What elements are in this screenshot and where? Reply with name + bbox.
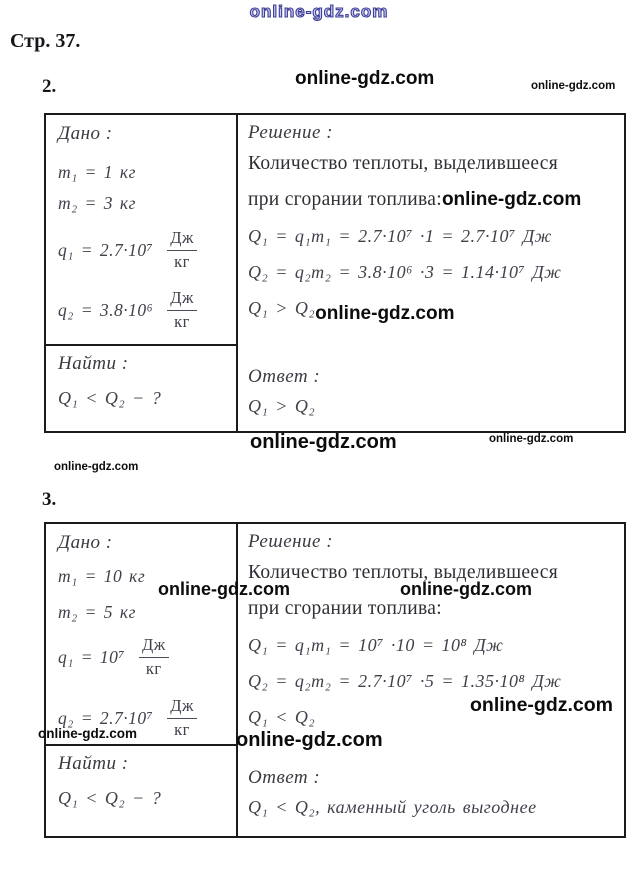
watermark-below-table1-right: online-gdz.com	[489, 433, 574, 445]
given-row	[58, 633, 228, 681]
solution-formula: Q₁ = q₁m₁ = 2.7·10⁷ ·1 = 2.7·10⁷ Дж	[248, 226, 552, 246]
answer-label: Ответ :	[248, 366, 321, 387]
given-row: m₂ = 3 кг	[58, 193, 136, 213]
fraction-denominator: кг	[145, 658, 162, 678]
given-row	[58, 286, 228, 334]
solution-text: Количество теплоты, выделившееся	[248, 153, 559, 174]
given-find-column	[46, 524, 238, 836]
watermark-table2-bottom-left: online-gdz.com	[38, 726, 137, 741]
watermark-header-right: online-gdz.com	[531, 80, 616, 92]
given-formula: q₁ = 2.7·10⁷	[58, 240, 154, 260]
problem-3-table	[44, 522, 626, 838]
given-label: Дано :	[58, 532, 113, 553]
fraction	[167, 288, 197, 332]
problem-number-3: 3.	[42, 489, 57, 510]
watermark-top-outline: online-gdz.com	[249, 2, 389, 21]
given-cell	[46, 524, 236, 746]
given-formula: q₂ = 3.8·10⁶	[58, 300, 154, 320]
answer-formula: Q₁ > Q₂	[248, 396, 316, 416]
find-label: Найти :	[58, 753, 129, 774]
watermark-header-center: online-gdz.com	[295, 68, 435, 89]
fraction	[167, 696, 197, 740]
solution-formula: Q₁ < Q₂	[248, 707, 316, 727]
solution-label: Решение :	[248, 531, 334, 552]
given-formula: q₁ = 10⁷	[58, 647, 125, 667]
given-cell	[46, 115, 236, 346]
watermark-table2-row-left: online-gdz.com	[158, 579, 290, 599]
given-label: Дано :	[58, 123, 113, 144]
fraction-denominator: кг	[174, 311, 190, 331]
answer-formula: Q₁ < Q₂, каменный уголь выгоднее	[248, 797, 537, 817]
fraction-numerator: Дж	[167, 288, 197, 311]
given-row: m₁ = 1 кг	[58, 162, 136, 182]
answer-label: Ответ :	[248, 767, 321, 788]
solution-formula-part: Q₁ > Q₂	[248, 298, 316, 318]
fraction-denominator: кг	[174, 719, 190, 739]
find-formula: Q₁ < Q₂ − ?	[58, 788, 162, 808]
watermark-table2-bottom-center: online-gdz.com	[236, 729, 383, 751]
fraction-numerator: Дж	[139, 635, 169, 658]
given-row: m₁ = 10 кг	[58, 566, 146, 586]
solution-label: Решение :	[248, 122, 334, 143]
watermark-table2-right: online-gdz.com	[470, 694, 613, 716]
find-cell	[46, 746, 236, 836]
fraction	[139, 635, 169, 679]
solution-text-part: при сгорании топлива:	[248, 189, 442, 210]
given-row	[58, 226, 228, 274]
watermark-inline: online-gdz.com	[315, 303, 455, 324]
solution-text: при сгорании топлива:	[248, 598, 442, 619]
solution-column	[238, 524, 624, 836]
solution-formula: Q₂ = q₂m₂ = 3.8·10⁶ ·3 = 1.14·10⁷ Дж	[248, 262, 562, 282]
problem-number-2: 2.	[42, 76, 57, 97]
solution-formula: Q₂ = q₂m₂ = 2.7·10⁷ ·5 = 1.35·10⁸ Дж	[248, 671, 562, 691]
given-row: m₂ = 5 кг	[58, 602, 136, 622]
fraction-numerator: Дж	[167, 228, 197, 251]
find-label: Найти :	[58, 353, 129, 374]
solution-text	[248, 182, 616, 218]
solution-formula: Q₁ = q₁m₁ = 10⁷ ·10 = 10⁸ Дж	[248, 635, 504, 655]
problem-2-table	[44, 113, 626, 433]
find-formula: Q₁ < Q₂ − ?	[58, 388, 162, 408]
given-formula: q₂ = 2.7·10⁷	[58, 708, 154, 728]
given-find-column	[46, 115, 238, 431]
page-title: Стр. 37.	[10, 30, 81, 52]
watermark-inline: online-gdz.com	[441, 189, 582, 210]
watermark-table2-row-right: online-gdz.com	[400, 579, 532, 599]
fraction	[167, 228, 197, 272]
solution-column	[238, 115, 624, 431]
solution-text: Количество теплоты, выделившееся	[248, 562, 559, 583]
fraction-numerator: Дж	[167, 696, 197, 719]
watermark-above-table2: online-gdz.com	[54, 461, 139, 473]
fraction-denominator: кг	[174, 251, 190, 271]
watermark-below-table1-center: online-gdz.com	[250, 431, 397, 453]
find-cell	[46, 346, 236, 431]
solution-formula	[248, 290, 616, 332]
